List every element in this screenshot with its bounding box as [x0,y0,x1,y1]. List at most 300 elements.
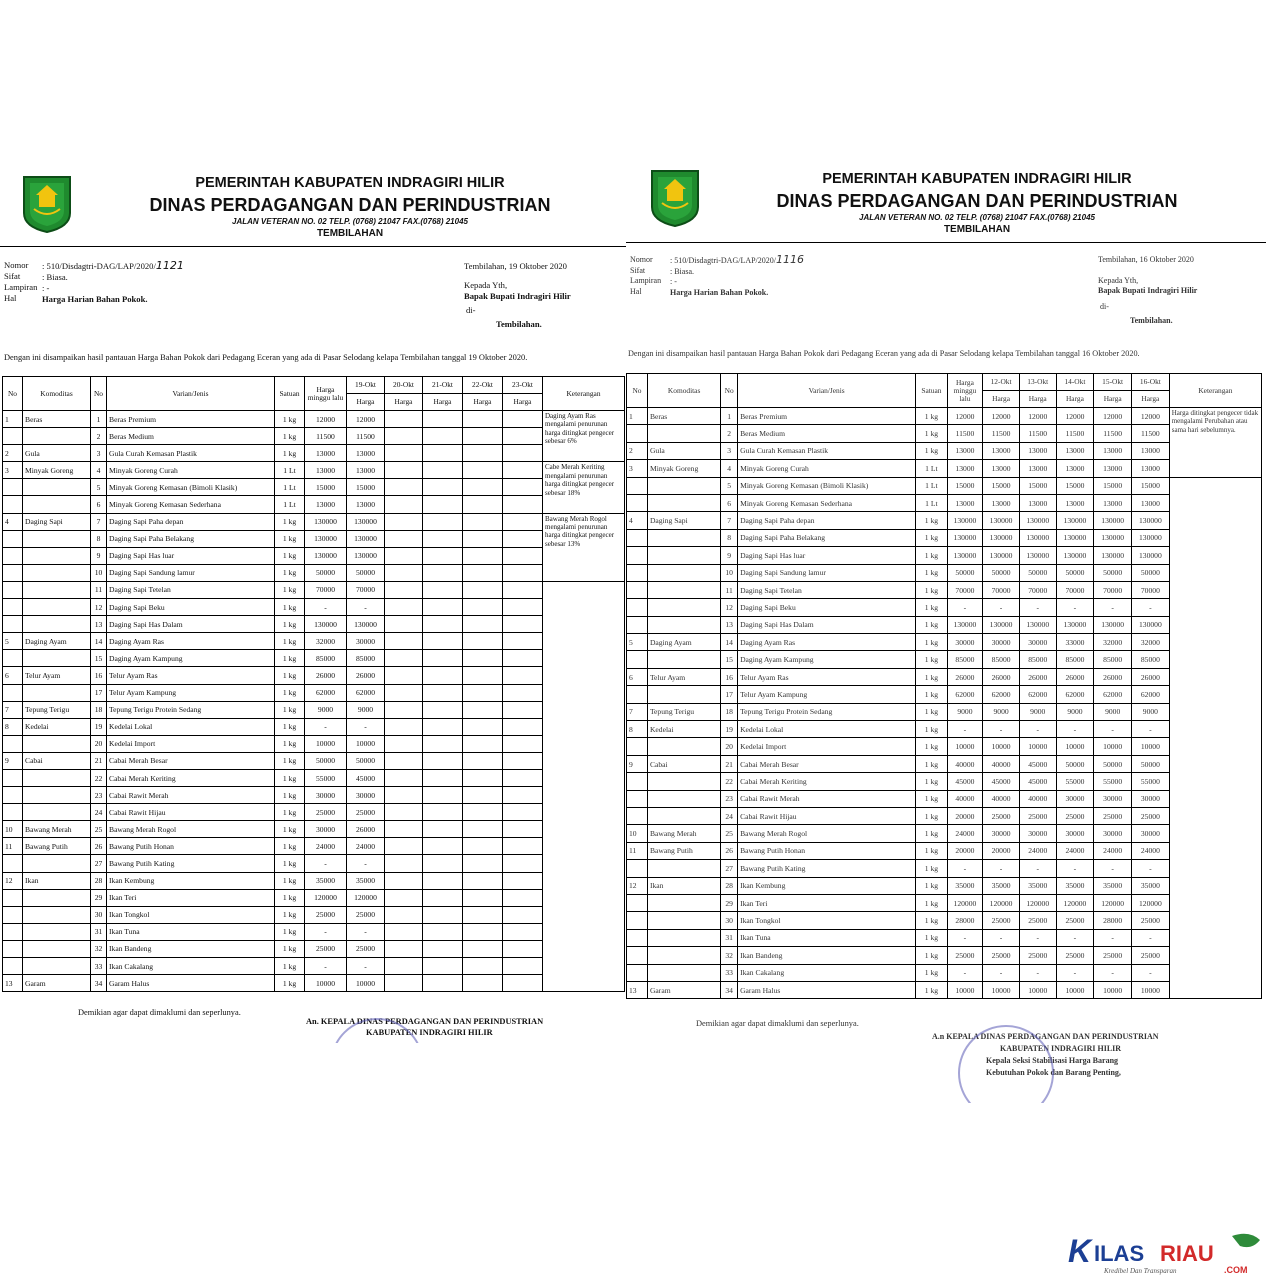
cell-price: 62000 [347,684,385,701]
cell-price: 130000 [1056,512,1094,529]
cell-price: 30000 [983,634,1020,651]
cell-komoditas [647,912,720,929]
cell-varian: Bawang Putih Kating [738,860,916,877]
cell-price [423,940,463,957]
cell-harga-lalu: 13000 [305,496,347,513]
cell-price [503,684,543,701]
cell-price [503,428,543,445]
cell-no: 2 [3,445,23,462]
col-date: 20-Okt [385,377,423,394]
cell-price [423,889,463,906]
cell-price [503,411,543,428]
table-row [627,947,1262,964]
cell-no2: 5 [91,479,107,496]
cell-varian: Daging Sapi Sandung lamur [738,564,916,581]
cell-varian: Gula Curah Kemasan Plastik [107,445,275,462]
cell-price: - [1132,964,1170,981]
cell-price: 55000 [1094,773,1132,790]
cell-no2: 17 [721,686,738,703]
sifat-label: Sifat [4,271,21,281]
col-harga-lalu: Harga minggu lalu [947,374,983,408]
cell-no2: 10 [721,564,738,581]
cell-price [463,547,503,564]
cell-price [385,889,423,906]
cell-price: 25000 [983,807,1020,824]
cell-price [503,787,543,804]
cell-price [463,975,503,992]
cell-price: 15000 [1132,477,1170,494]
cell-price: 26000 [1056,668,1094,685]
cell-no2: 20 [721,738,738,755]
cell-no2: 25 [721,825,738,842]
cell-harga-lalu: 15000 [305,479,347,496]
cell-harga-lalu: 9000 [305,701,347,718]
cell-no: 11 [627,842,648,859]
cell-no: 9 [627,755,648,772]
cell-no2: 8 [721,529,738,546]
cell-price: 26000 [1094,668,1132,685]
cell-no [3,650,23,667]
col-harga: Harga [385,394,423,411]
cell-price [385,650,423,667]
cell-harga-lalu: 10000 [947,738,983,755]
cell-price: 24000 [1019,842,1056,859]
nomor-handwritten: 1116 [776,253,804,266]
cell-varian: Ikan Tongkol [107,906,275,923]
cell-price: 32000 [1094,634,1132,651]
cell-no2: 10 [91,564,107,581]
cell-price: 30000 [983,825,1020,842]
cell-price: 62000 [983,686,1020,703]
cell-komoditas [23,940,91,957]
cell-price: 130000 [1094,547,1132,564]
cell-no: 2 [627,442,648,459]
cell-price: 85000 [347,650,385,667]
cell-keterangan [1169,477,1261,999]
cell-price [423,975,463,992]
cell-harga-lalu: - [305,599,347,616]
cell-price [385,547,423,564]
cell-no2: 13 [91,616,107,633]
cell-no2: 21 [721,755,738,772]
cell-harga-lalu: - [947,964,983,981]
cell-no2: 4 [91,462,107,479]
cell-komoditas: Bawang Merah [647,825,720,842]
cell-price [503,923,543,940]
cell-price [463,923,503,940]
cell-price [503,445,543,462]
cell-price: 11500 [983,425,1020,442]
cell-price [463,428,503,445]
closing-text: Demikian agar dapat dimaklumi dan seperlunya. [696,1019,859,1028]
signature-line1: An. KEPALA DINAS PERDAGANGAN DAN PERINDUSTRIAN [306,1017,544,1026]
cell-price [503,958,543,975]
cell-komoditas [647,477,720,494]
col-date: 14-Okt [1056,374,1094,391]
cell-no: 4 [627,512,648,529]
cell-price [463,872,503,889]
col-harga-lalu: Harga minggu lalu [305,377,347,411]
cell-satuan: 1 kg [916,947,947,964]
cell-satuan: 1 kg [916,790,947,807]
cell-price [463,667,503,684]
cell-price: 35000 [1132,877,1170,894]
cell-price: 12000 [347,411,385,428]
map-leaf-icon [1232,1234,1260,1247]
cell-no [3,496,23,513]
col-date: 15-Okt [1094,374,1132,391]
cell-satuan: 1 kg [916,442,947,459]
cell-harga-lalu: 32000 [305,633,347,650]
cell-varian: Beras Medium [738,425,916,442]
cell-price: 130000 [1132,529,1170,546]
cell-satuan: 1 kg [275,616,305,633]
cell-no2: 20 [91,735,107,752]
cell-varian: Beras Premium [107,411,275,428]
cell-komoditas [23,599,91,616]
cell-price: 25000 [1132,947,1170,964]
cell-price: 10000 [347,735,385,752]
col-no2: No [721,374,738,408]
cell-harga-lalu: 12000 [947,408,983,425]
cell-price: 55000 [1056,773,1094,790]
cell-price: 10000 [1132,738,1170,755]
col-no: No [3,377,23,411]
signature-line4: Kebutuhan Pokok dan Barang Penting, [986,1068,1121,1077]
header-line2: DINAS PERDAGANGAN DAN PERINDUSTRIAN [149,195,551,215]
cell-satuan: 1 kg [275,411,305,428]
cell-no2: 23 [721,790,738,807]
cell-price: 10000 [1132,981,1170,998]
cell-satuan: 1 kg [275,650,305,667]
brand-domain: .COM [1224,1265,1248,1275]
cell-no [627,425,648,442]
cell-komoditas: Bawang Merah [23,821,91,838]
table-row [3,667,625,684]
table-row [3,633,625,650]
table-row [627,929,1262,946]
cell-no2: 31 [91,923,107,940]
cell-price [463,718,503,735]
cell-komoditas: Beras [647,408,720,425]
cell-price [503,650,543,667]
cell-price: 30000 [347,633,385,650]
cell-price [385,633,423,650]
cell-price: 15000 [1019,477,1056,494]
brand-tagline: Kredibel Dan Transparan [1104,1267,1177,1275]
cell-price [463,821,503,838]
cell-price [423,718,463,735]
cell-price: 30000 [1056,825,1094,842]
cell-satuan: 1 Lt [916,460,947,477]
table-row [627,442,1262,459]
cell-price: 13000 [1132,442,1170,459]
cell-harga-lalu: 13000 [947,442,983,459]
cell-price: 40000 [983,790,1020,807]
table-row [627,755,1262,772]
cell-harga-lalu: 85000 [305,650,347,667]
cell-price [503,804,543,821]
cell-price: 12000 [1056,408,1094,425]
cell-harga-lalu: 120000 [947,894,983,911]
col-satuan: Satuan [275,377,305,411]
cell-varian: Ikan Bandeng [107,940,275,957]
brand-kilas: ILAS [1094,1241,1145,1266]
cell-no2: 28 [721,877,738,894]
cell-no [627,564,648,581]
cell-varian: Cabai Merah Keriting [738,773,916,790]
cell-price: 25000 [1056,947,1094,964]
cell-price: - [1019,599,1056,616]
table-row [3,769,625,786]
cell-price [385,411,423,428]
cell-no2: 19 [721,721,738,738]
col-harga: Harga [1094,391,1132,408]
cell-price [385,735,423,752]
cell-no2: 7 [721,512,738,529]
cell-price: 40000 [1019,790,1056,807]
cell-price: - [1019,964,1056,981]
meta-right [464,261,571,330]
cell-varian: Daging Sapi Has luar [738,547,916,564]
cell-satuan: 1 kg [275,769,305,786]
cell-price [423,445,463,462]
cell-satuan: 1 kg [916,981,947,998]
cell-price [385,462,423,479]
nomor-value: : 510/Disdagtri-DAG/LAP/2020/ [42,261,156,271]
cell-price [423,581,463,598]
lampiran-label: Lampiran [4,282,38,292]
cell-no: 7 [3,701,23,718]
cell-price: - [983,721,1020,738]
cell-no2: 21 [91,752,107,769]
table-row [3,958,625,975]
cell-price: 35000 [1094,877,1132,894]
cell-satuan: 1 kg [916,807,947,824]
cell-no2: 6 [721,494,738,511]
cell-varian: Bawang Putih Honan [107,838,275,855]
cell-price [463,411,503,428]
cell-price: 10000 [983,981,1020,998]
cell-satuan: 1 kg [916,912,947,929]
col-harga: Harga [347,394,385,411]
table-row [3,752,625,769]
cell-varian: Cabai Rawit Merah [738,790,916,807]
cell-price [385,769,423,786]
cell-price [463,462,503,479]
header-address: JALAN VETERAN NO. 02 TELP. (0768) 21047 FAX.(0768) 21045 [859,213,1095,222]
cell-price: - [1094,929,1132,946]
cell-varian: Ikan Teri [107,889,275,906]
cell-satuan: 1 kg [916,581,947,598]
cell-price: 15000 [983,477,1020,494]
cell-price: - [347,599,385,616]
cell-price: 25000 [983,947,1020,964]
cell-komoditas [23,804,91,821]
table-row [3,701,625,718]
cell-satuan: 1 kg [275,445,305,462]
cell-price [463,838,503,855]
cell-price: 32000 [1132,634,1170,651]
cell-no2: 23 [91,787,107,804]
col-varian: Varian/Jenis [738,374,916,408]
cell-varian: Daging Sapi Paha Belakang [738,529,916,546]
cell-no: 8 [3,718,23,735]
cell-price: 10000 [1094,981,1132,998]
cell-no [3,616,23,633]
intro-text: Dengan ini disampaikan hasil pantauan Harga Bahan Pokok dari Pedagang Eceran yang ada di Pasar Selodang kelapa Tembilahan tanggal 19 Oktober 2020. [4,353,528,362]
cell-price: 11500 [1132,425,1170,442]
cell-price [423,735,463,752]
cell-no2: 29 [91,889,107,906]
cell-komoditas [23,616,91,633]
cell-harga-lalu: 50000 [305,752,347,769]
cell-price [503,564,543,581]
cell-no2: 13 [721,616,738,633]
cell-no2: 17 [91,684,107,701]
cell-price: - [1132,929,1170,946]
closing-text: Demikian agar dapat dimaklumi dan seperlunya. [78,1008,241,1017]
cell-no2: 24 [91,804,107,821]
cell-varian: Daging Ayam Kampung [107,650,275,667]
cell-price [503,479,543,496]
cell-no [627,581,648,598]
cell-price: - [1056,860,1094,877]
cell-price [385,787,423,804]
cell-price [385,530,423,547]
cell-no: 3 [3,462,23,479]
cell-price: 130000 [347,616,385,633]
cell-no [3,958,23,975]
cell-satuan: 1 kg [275,889,305,906]
cell-harga-lalu: 11500 [947,425,983,442]
cell-satuan: 1 kg [916,686,947,703]
di: di- [466,305,476,315]
cell-price [385,445,423,462]
cell-no2: 33 [721,964,738,981]
cell-no2: 1 [91,411,107,428]
cell-komoditas [647,790,720,807]
cell-no: 3 [627,460,648,477]
cell-satuan: 1 kg [916,425,947,442]
cell-satuan: 1 kg [275,872,305,889]
signature-line1: A.n KEPALA DINAS PERDAGANGAN DAN PERINDUSTRIAN [932,1032,1159,1041]
cell-no [3,923,23,940]
cell-price: 50000 [1056,755,1094,772]
table-row [3,718,625,735]
cell-price [463,769,503,786]
cell-satuan: 1 kg [275,752,305,769]
cell-price [463,650,503,667]
cell-satuan: 1 kg [275,804,305,821]
cell-komoditas: Ikan [23,872,91,889]
meta-labels [630,255,661,297]
cell-no: 8 [627,721,648,738]
cell-komoditas [23,428,91,445]
cell-varian: Minyak Goreng Curah [738,460,916,477]
cell-price [423,923,463,940]
cell-no2: 30 [721,912,738,929]
cell-no2: 14 [721,634,738,651]
cell-varian: Ikan Cakalang [738,964,916,981]
cell-no [3,479,23,496]
cell-price: 120000 [1056,894,1094,911]
cell-no2: 29 [721,894,738,911]
cell-price: 120000 [347,889,385,906]
cell-no [627,912,648,929]
cell-price [423,821,463,838]
cell-price: 12000 [1019,408,1056,425]
cell-no [627,686,648,703]
cell-price: 13000 [1056,460,1094,477]
cell-price: 13000 [1094,460,1132,477]
lampiran-value: : - [670,277,677,286]
cell-price [423,462,463,479]
table-row [627,686,1262,703]
cell-price: 25000 [347,940,385,957]
table-row [627,529,1262,546]
cell-harga-lalu: 25000 [305,804,347,821]
cell-price: 130000 [983,512,1020,529]
cell-price: 62000 [1056,686,1094,703]
cell-komoditas: Gula [23,445,91,462]
cell-price: 50000 [983,564,1020,581]
cell-no2: 15 [91,650,107,667]
cell-price [385,496,423,513]
cell-price [385,599,423,616]
cell-price: 20000 [983,842,1020,859]
cell-harga-lalu: 11500 [305,428,347,445]
cell-harga-lalu: 62000 [305,684,347,701]
cell-price [503,599,543,616]
cell-price: 25000 [1019,912,1056,929]
table-row [627,964,1262,981]
cell-no2: 6 [91,496,107,513]
cell-satuan: 1 kg [275,940,305,957]
cell-komoditas: Minyak Goreng [23,462,91,479]
cell-price [385,479,423,496]
cell-price: 13000 [1094,494,1132,511]
cell-no [627,947,648,964]
col-keterangan: Keterangan [543,377,625,411]
cell-harga-lalu: 30000 [305,787,347,804]
cell-price [463,752,503,769]
cell-komoditas: Gula [647,442,720,459]
cell-harga-lalu: 28000 [947,912,983,929]
cell-varian: Daging Ayam Ras [107,633,275,650]
cell-harga-lalu: 13000 [305,445,347,462]
kilas-riau-logo [1064,1232,1264,1276]
cell-no2: 3 [91,445,107,462]
cell-varian: Tepung Terigu Protein Sedang [107,701,275,718]
cell-satuan: 1 kg [916,616,947,633]
cell-komoditas: Telur Ayam [647,668,720,685]
cell-price [423,872,463,889]
cell-price [463,889,503,906]
cell-no [3,581,23,598]
cell-price: 130000 [1132,616,1170,633]
cell-harga-lalu: 25000 [305,940,347,957]
cell-harga-lalu: 130000 [947,512,983,529]
cell-no: 1 [627,408,648,425]
place: Tembilahan. [496,319,542,329]
cell-price: 28000 [1094,912,1132,929]
cell-satuan: 1 kg [275,547,305,564]
cell-varian: Telur Ayam Ras [738,668,916,685]
cell-price: 11500 [1056,425,1094,442]
cell-varian: Daging Sapi Sandung lamur [107,564,275,581]
cell-price: 12000 [983,408,1020,425]
